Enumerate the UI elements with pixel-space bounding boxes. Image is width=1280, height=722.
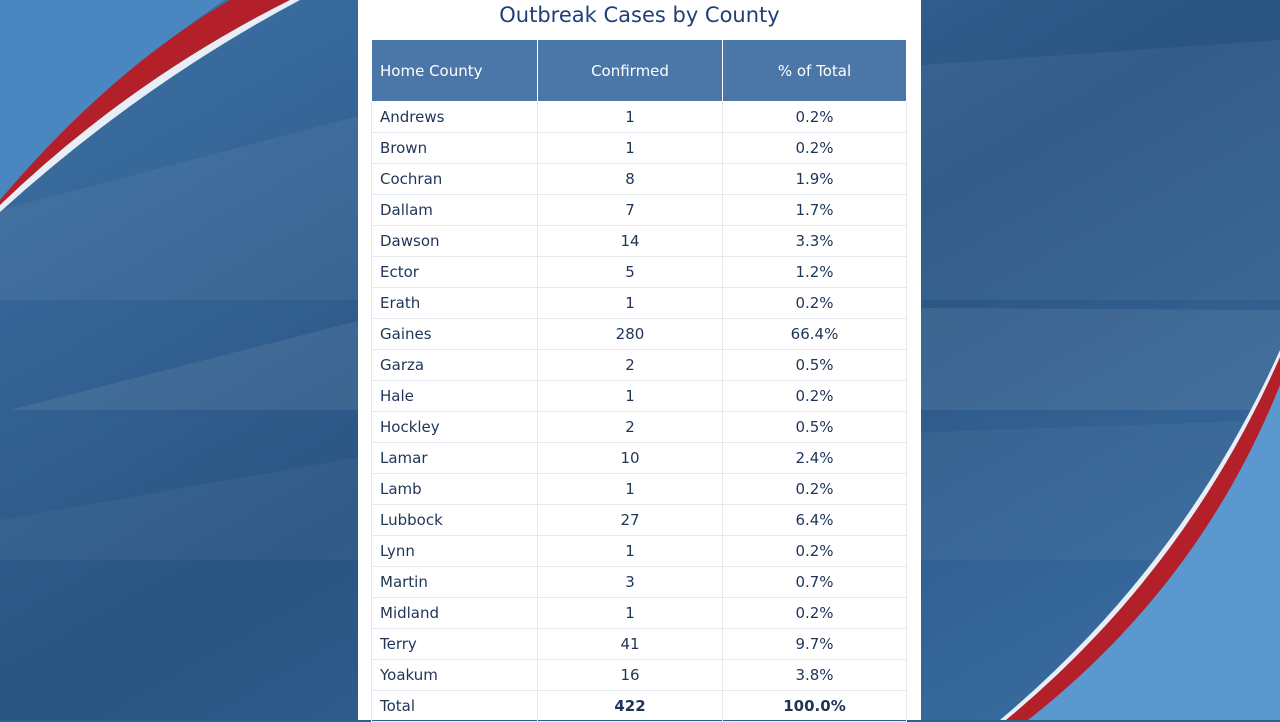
total-label: Total [372, 691, 538, 722]
confirmed-cell: 3 [538, 567, 723, 598]
table-row [372, 598, 907, 629]
county-cell: Dallam [372, 195, 538, 226]
percent-cell: 0.2% [723, 536, 907, 567]
county-cell: Andrews [372, 102, 538, 133]
percent-cell: 0.7% [723, 567, 907, 598]
header-home-county: Home County [372, 40, 538, 102]
confirmed-cell: 1 [538, 288, 723, 319]
confirmed-cell: 2 [538, 350, 723, 381]
outbreak-cases-table [371, 39, 907, 722]
percent-cell: 0.2% [723, 288, 907, 319]
table-row [372, 319, 907, 350]
table-row [372, 102, 907, 133]
county-cell: Martin [372, 567, 538, 598]
confirmed-cell: 1 [538, 102, 723, 133]
percent-cell: 1.2% [723, 257, 907, 288]
confirmed-cell: 16 [538, 660, 723, 691]
confirmed-cell: 7 [538, 195, 723, 226]
table-row [372, 226, 907, 257]
table-row [372, 443, 907, 474]
percent-cell: 1.9% [723, 164, 907, 195]
confirmed-cell: 41 [538, 629, 723, 660]
table-title: Outbreak Cases by County [499, 3, 780, 27]
county-cell: Garza [372, 350, 538, 381]
county-cell: Gaines [372, 319, 538, 350]
confirmed-cell: 1 [538, 133, 723, 164]
table-row [372, 536, 907, 567]
table-row [372, 164, 907, 195]
percent-cell: 0.2% [723, 598, 907, 629]
confirmed-cell: 1 [538, 536, 723, 567]
confirmed-cell: 1 [538, 598, 723, 629]
county-cell: Lamb [372, 474, 538, 505]
county-cell: Brown [372, 133, 538, 164]
cases-panel [358, 0, 921, 720]
county-cell: Hale [372, 381, 538, 412]
table-row [372, 660, 907, 691]
confirmed-cell: 280 [538, 319, 723, 350]
percent-cell: 2.4% [723, 443, 907, 474]
percent-cell: 0.5% [723, 412, 907, 443]
total-confirmed: 422 [538, 691, 723, 722]
table-row [372, 195, 907, 226]
table-row [372, 288, 907, 319]
percent-cell: 0.5% [723, 350, 907, 381]
county-cell: Lynn [372, 536, 538, 567]
percent-cell: 0.2% [723, 102, 907, 133]
header-confirmed: Confirmed [538, 40, 723, 102]
table-row [372, 629, 907, 660]
total-row [372, 691, 907, 722]
confirmed-cell: 14 [538, 226, 723, 257]
confirmed-cell: 1 [538, 381, 723, 412]
percent-cell: 3.8% [723, 660, 907, 691]
county-cell: Cochran [372, 164, 538, 195]
table-row [372, 133, 907, 164]
county-cell: Ector [372, 257, 538, 288]
table-row [372, 381, 907, 412]
county-cell: Erath [372, 288, 538, 319]
table-row [372, 350, 907, 381]
percent-cell: 9.7% [723, 629, 907, 660]
confirmed-cell: 2 [538, 412, 723, 443]
county-cell: Yoakum [372, 660, 538, 691]
county-cell: Hockley [372, 412, 538, 443]
county-cell: Lamar [372, 443, 538, 474]
confirmed-cell: 5 [538, 257, 723, 288]
header-percent-of-total: % of Total [723, 40, 907, 102]
table-row [372, 505, 907, 536]
confirmed-cell: 10 [538, 443, 723, 474]
total-percent: 100.0% [723, 691, 907, 722]
percent-cell: 66.4% [723, 319, 907, 350]
table-row [372, 567, 907, 598]
county-cell: Terry [372, 629, 538, 660]
table-row [372, 412, 907, 443]
table-row [372, 257, 907, 288]
percent-cell: 3.3% [723, 226, 907, 257]
percent-cell: 0.2% [723, 133, 907, 164]
confirmed-cell: 8 [538, 164, 723, 195]
table-header-row [372, 40, 907, 102]
percent-cell: 0.2% [723, 474, 907, 505]
percent-cell: 0.2% [723, 381, 907, 412]
confirmed-cell: 1 [538, 474, 723, 505]
percent-cell: 1.7% [723, 195, 907, 226]
table-row [372, 474, 907, 505]
percent-cell: 6.4% [723, 505, 907, 536]
confirmed-cell: 27 [538, 505, 723, 536]
county-cell: Dawson [372, 226, 538, 257]
county-cell: Midland [372, 598, 538, 629]
county-cell: Lubbock [372, 505, 538, 536]
